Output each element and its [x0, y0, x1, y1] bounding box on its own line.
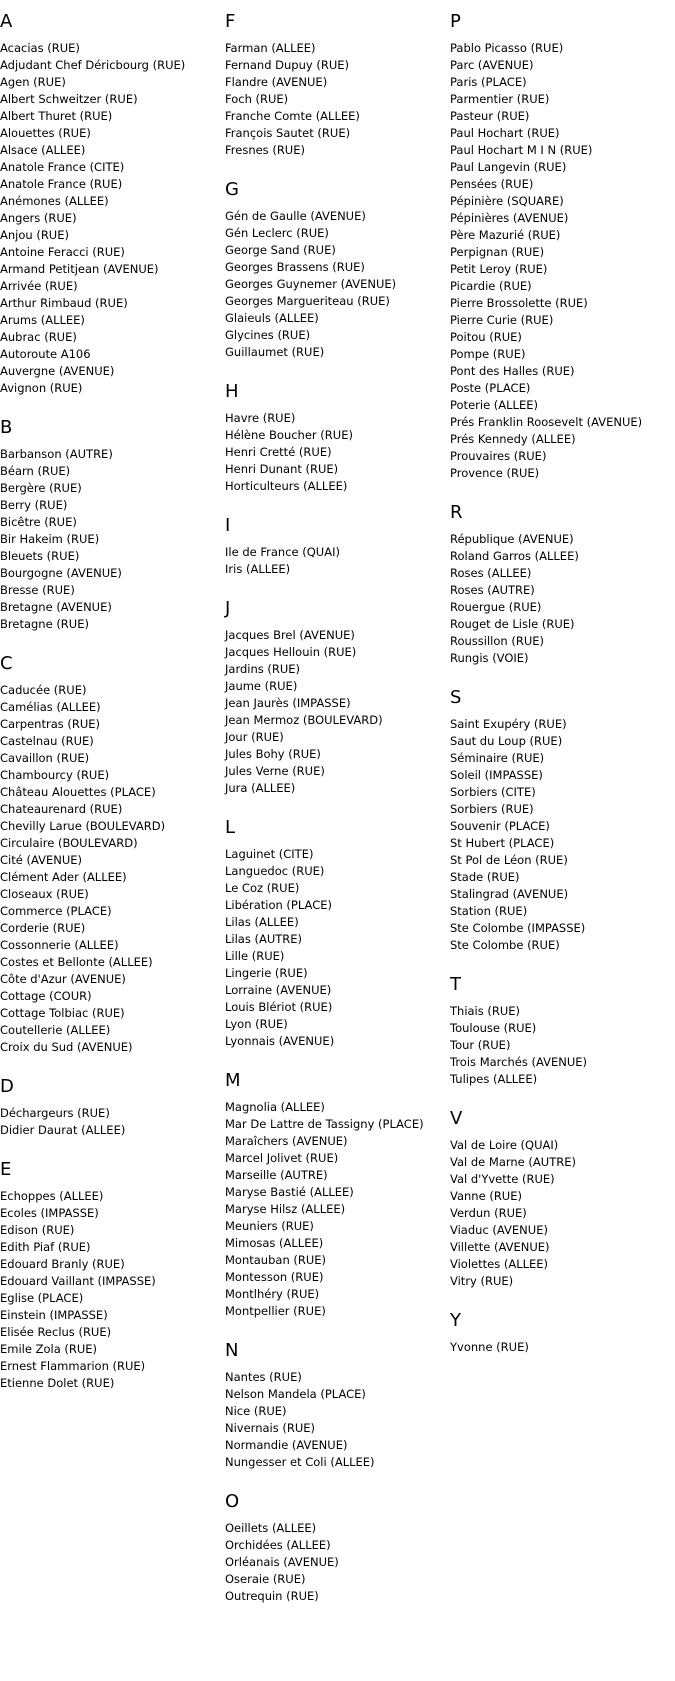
- street-list: [450, 1339, 642, 1356]
- street-item: Gén de Gaulle (AVENUE): [225, 209, 366, 223]
- street-item: St Pol de Léon (RUE): [450, 853, 568, 867]
- street-item: Henri Dunant (RUE): [225, 462, 339, 476]
- street-item: Outrequin (RUE): [225, 1589, 319, 1603]
- street-list: [0, 1105, 185, 1139]
- street-item: François Sautet (RUE): [225, 126, 351, 140]
- street-item: Clément Ader (ALLEE): [0, 870, 127, 884]
- street-item: Vitry (RUE): [450, 1274, 514, 1288]
- section-letter-heading: O: [225, 1491, 240, 1512]
- street-item: Croix du Sud (AVENUE): [0, 1040, 133, 1054]
- street-item: Toulouse (RUE): [450, 1021, 537, 1035]
- street-item: Lilas (ALLEE): [225, 915, 299, 929]
- street-item: Lille (RUE): [225, 949, 285, 963]
- street-item: Maryse Hilsz (ALLEE): [225, 1202, 346, 1216]
- street-item: Eglise (PLACE): [0, 1291, 84, 1305]
- street-item: Glycines (RUE): [225, 328, 311, 342]
- street-item: Perpignan (RUE): [450, 245, 545, 259]
- street-item: Chambourcy (RUE): [0, 768, 110, 782]
- street-item: Didier Daurat (ALLEE): [0, 1123, 126, 1137]
- street-item: Poterie (ALLEE): [450, 398, 538, 412]
- street-item: Corderie (RUE): [0, 921, 86, 935]
- street-list: [450, 40, 642, 482]
- street-item: Cottage Tolbiac (RUE): [0, 1006, 125, 1020]
- street-item: Georges Guynemer (AVENUE): [225, 277, 397, 291]
- street-item: Stade (RUE): [450, 870, 520, 884]
- street-item: Albert Thuret (RUE): [0, 109, 113, 123]
- street-item: Ernest Flammarion (RUE): [0, 1359, 146, 1373]
- street-item: St Hubert (PLACE): [450, 836, 555, 850]
- street-item: Jour (RUE): [225, 730, 284, 744]
- street-item: Jaume (RUE): [225, 679, 298, 693]
- street-item: Arthur Rimbaud (RUE): [0, 296, 128, 310]
- street-item: Hélène Boucher (RUE): [225, 428, 353, 442]
- street-list: [225, 1369, 424, 1471]
- street-item: Paul Hochart (RUE): [450, 126, 560, 140]
- street-item: Sorbiers (CITE): [450, 785, 536, 799]
- street-item: Caducée (RUE): [0, 683, 87, 697]
- letter-section: [0, 10, 185, 397]
- street-item: Pensées (RUE): [450, 177, 534, 191]
- street-item: Thiais (RUE): [450, 1004, 521, 1018]
- street-item: Château Alouettes (PLACE): [0, 785, 156, 799]
- street-item: Pablo Picasso (RUE): [450, 41, 564, 55]
- street-item: Paul Hochart M I N (RUE): [450, 143, 593, 157]
- street-item: Ste Colombe (RUE): [450, 938, 560, 952]
- street-item: Stalingrad (AVENUE): [450, 887, 569, 901]
- street-item: Montpellier (RUE): [225, 1304, 326, 1318]
- street-item: Jules Bohy (RUE): [225, 747, 321, 761]
- street-list: [450, 1137, 642, 1290]
- section-letter-heading: N: [225, 1340, 239, 1361]
- section-letter-heading: J: [225, 598, 231, 619]
- street-item: Normandie (AVENUE): [225, 1438, 348, 1452]
- street-item: Einstein (IMPASSE): [0, 1308, 108, 1322]
- street-item: Vanne (RUE): [450, 1189, 522, 1203]
- street-item: Orchidées (ALLEE): [225, 1538, 331, 1552]
- letter-section: [450, 1309, 642, 1356]
- street-item: Echoppes (ALLEE): [0, 1189, 104, 1203]
- street-item: Jules Verne (RUE): [225, 764, 325, 778]
- street-item: Languedoc (RUE): [225, 864, 325, 878]
- street-item: Farman (ALLEE): [225, 41, 316, 55]
- street-list: [450, 1003, 642, 1088]
- street-item: Lingerie (RUE): [225, 966, 308, 980]
- letter-section: [225, 380, 424, 495]
- street-list: [225, 846, 424, 1050]
- section-letter-heading: C: [0, 653, 13, 674]
- letter-section: [450, 501, 642, 667]
- street-item: Chevilly Larue (BOULEVARD): [0, 819, 166, 833]
- street-item: Lyon (RUE): [225, 1017, 288, 1031]
- street-item: Fernand Dupuy (RUE): [225, 58, 350, 72]
- street-item: Fresnes (RUE): [225, 143, 305, 157]
- street-item: Antoine Feracci (RUE): [0, 245, 125, 259]
- street-item: Castelnau (RUE): [0, 734, 94, 748]
- street-item: Rungis (VOIE): [450, 651, 529, 665]
- street-item: Pasteur (RUE): [450, 109, 530, 123]
- letter-section: [225, 1339, 424, 1471]
- street-item: Ile de France (QUAI): [225, 545, 340, 559]
- letter-section: [0, 652, 185, 1056]
- street-item: Laguinet (CITE): [225, 847, 314, 861]
- street-list: [225, 544, 424, 578]
- section-letter-heading: D: [0, 1076, 14, 1097]
- letter-section: [450, 10, 642, 482]
- street-item: Georges Brassens (RUE): [225, 260, 365, 274]
- street-item: Nivernais (RUE): [225, 1421, 316, 1435]
- street-item: Guillaumet (RUE): [225, 345, 325, 359]
- street-item: Jardins (RUE): [225, 662, 301, 676]
- street-item: Anjou (RUE): [0, 228, 69, 242]
- street-item: Pont des Halles (RUE): [450, 364, 575, 378]
- street-item: Auvergne (AVENUE): [0, 364, 115, 378]
- section-letter-heading: L: [225, 817, 236, 838]
- column-3: [450, 10, 642, 1375]
- street-item: Edith Piaf (RUE): [0, 1240, 91, 1254]
- street-item: Cottage (COUR): [0, 989, 92, 1003]
- section-letter-heading: Y: [450, 1310, 461, 1331]
- column-1: [0, 10, 185, 1411]
- street-item: Villette (AVENUE): [450, 1240, 550, 1254]
- street-item: Henri Cretté (RUE): [225, 445, 332, 459]
- street-item: Emile Zola (RUE): [0, 1342, 98, 1356]
- street-item: Béarn (RUE): [0, 464, 71, 478]
- street-item: George Sand (RUE): [225, 243, 336, 257]
- letter-section: [450, 973, 642, 1088]
- section-letter-heading: F: [225, 11, 236, 32]
- street-item: Bretagne (RUE): [0, 617, 89, 631]
- letter-section: [225, 514, 424, 578]
- street-item: Station (RUE): [450, 904, 528, 918]
- street-item: Bergère (RUE): [0, 481, 82, 495]
- street-item: Bleuets (RUE): [0, 549, 80, 563]
- street-item: Lilas (AUTRE): [225, 932, 303, 946]
- street-item: Marcel Jolivet (RUE): [225, 1151, 339, 1165]
- street-item: Berry (RUE): [0, 498, 68, 512]
- street-item: Souvenir (PLACE): [450, 819, 550, 833]
- street-item: Foch (RUE): [225, 92, 289, 106]
- street-item: Père Mazurié (RUE): [450, 228, 561, 242]
- street-item: Arums (ALLEE): [0, 313, 85, 327]
- street-item: Camélias (ALLEE): [0, 700, 101, 714]
- section-letter-heading: S: [450, 687, 462, 708]
- street-item: Magnolia (ALLEE): [225, 1100, 325, 1114]
- street-item: Barbanson (AUTRE): [0, 447, 113, 461]
- street-item: Poitou (RUE): [450, 330, 522, 344]
- street-item: Roussillon (RUE): [450, 634, 544, 648]
- street-item: Lorraine (AVENUE): [225, 983, 332, 997]
- street-item: Oeillets (ALLEE): [225, 1521, 317, 1535]
- street-item: Pompe (RUE): [450, 347, 526, 361]
- street-item: Bretagne (AVENUE): [0, 600, 112, 614]
- street-item: Anatole France (RUE): [0, 177, 123, 191]
- street-item: Etienne Dolet (RUE): [0, 1376, 115, 1390]
- letter-section: [225, 816, 424, 1050]
- street-item: Violettes (ALLEE): [450, 1257, 549, 1271]
- section-letter-heading: H: [225, 381, 239, 402]
- street-item: Edison (RUE): [0, 1223, 75, 1237]
- street-item: Coutellerie (ALLEE): [0, 1023, 111, 1037]
- street-item: Déchargeurs (RUE): [0, 1106, 110, 1120]
- street-item: Iris (ALLEE): [225, 562, 291, 576]
- letter-section: [0, 1075, 185, 1139]
- street-item: Nelson Mandela (PLACE): [225, 1387, 366, 1401]
- street-item: Saint Exupéry (RUE): [450, 717, 567, 731]
- street-item: Prés Kennedy (ALLEE): [450, 432, 576, 446]
- letter-section: [225, 10, 424, 159]
- street-item: Anémones (ALLEE): [0, 194, 109, 208]
- street-item: Prés Franklin Roosevelt (AVENUE): [450, 415, 643, 429]
- street-item: Commerce (PLACE): [0, 904, 112, 918]
- street-item: Meuniers (RUE): [225, 1219, 314, 1233]
- street-item: Pierre Brossolette (RUE): [450, 296, 588, 310]
- section-letter-heading: A: [0, 11, 13, 32]
- street-item: Séminaire (RUE): [450, 751, 545, 765]
- street-item: Closeaux (RUE): [0, 887, 89, 901]
- street-item: Provence (RUE): [450, 466, 540, 480]
- street-item: Nantes (RUE): [225, 1370, 302, 1384]
- section-letter-heading: P: [450, 11, 461, 32]
- street-item: Tulipes (ALLEE): [450, 1072, 538, 1086]
- street-item: Montauban (RUE): [225, 1253, 327, 1267]
- street-item: Le Coz (RUE): [225, 881, 300, 895]
- street-list: [225, 1520, 424, 1605]
- street-item: Val d'Yvette (RUE): [450, 1172, 555, 1186]
- street-item: Angers (RUE): [0, 211, 77, 225]
- street-list: [0, 682, 185, 1056]
- street-item: Gén Leclerc (RUE): [225, 226, 329, 240]
- street-item: Roses (ALLEE): [450, 566, 532, 580]
- street-item: Flandre (AVENUE): [225, 75, 328, 89]
- street-item: Mimosas (ALLEE): [225, 1236, 324, 1250]
- section-letter-heading: R: [450, 502, 463, 523]
- street-item: Maryse Bastié (ALLEE): [225, 1185, 354, 1199]
- street-item: Cavaillon (RUE): [0, 751, 90, 765]
- street-item: Pépinière (SQUARE): [450, 194, 564, 208]
- street-item: Avignon (RUE): [0, 381, 83, 395]
- street-list: [450, 531, 642, 667]
- street-item: Horticulteurs (ALLEE): [225, 479, 348, 493]
- street-item: Nice (RUE): [225, 1404, 287, 1418]
- street-item: Bir Hakeim (RUE): [0, 532, 100, 546]
- street-item: Cité (AVENUE): [0, 853, 82, 867]
- letter-section: [225, 178, 424, 361]
- street-item: Paris (PLACE): [450, 75, 527, 89]
- street-item: Alouettes (RUE): [0, 126, 91, 140]
- street-item: République (AVENUE): [450, 532, 574, 546]
- street-item: Verdun (RUE): [450, 1206, 527, 1220]
- street-item: Costes et Bellonte (ALLEE): [0, 955, 153, 969]
- street-item: Arrivée (RUE): [0, 279, 78, 293]
- street-item: Val de Loire (QUAI): [450, 1138, 559, 1152]
- street-item: Georges Margueriteau (RUE): [225, 294, 390, 308]
- street-list: [0, 446, 185, 633]
- street-item: Jacques Hellouin (RUE): [225, 645, 357, 659]
- street-item: Louis Blériot (RUE): [225, 1000, 333, 1014]
- street-list: [0, 1188, 185, 1392]
- street-item: Yvonne (RUE): [450, 1340, 529, 1354]
- street-item: Picardie (RUE): [450, 279, 532, 293]
- street-item: Maraîchers (AVENUE): [225, 1134, 348, 1148]
- street-item: Franche Comte (ALLEE): [225, 109, 360, 123]
- street-item: Poste (PLACE): [450, 381, 531, 395]
- street-list: [225, 40, 424, 159]
- street-item: Acacias (RUE): [0, 41, 80, 55]
- street-list: [225, 208, 424, 361]
- letter-section: [225, 597, 424, 797]
- street-list: [225, 410, 424, 495]
- section-letter-heading: E: [0, 1159, 12, 1180]
- street-item: Edouard Vaillant (IMPASSE): [0, 1274, 156, 1288]
- street-item: Saut du Loup (RUE): [450, 734, 563, 748]
- street-item: Armand Petitjean (AVENUE): [0, 262, 159, 276]
- street-item: Adjudant Chef Déricbourg (RUE): [0, 58, 186, 72]
- street-item: Glaieuls (ALLEE): [225, 311, 319, 325]
- street-item: Parc (AVENUE): [450, 58, 534, 72]
- section-letter-heading: B: [0, 417, 13, 438]
- street-item: Bresse (RUE): [0, 583, 75, 597]
- street-item: Anatole France (CITE): [0, 160, 125, 174]
- street-item: Agen (RUE): [0, 75, 66, 89]
- street-item: Roses (AUTRE): [450, 583, 535, 597]
- street-item: Albert Schweitzer (RUE): [0, 92, 138, 106]
- street-item: Soleil (IMPASSE): [450, 768, 543, 782]
- street-item: Orléanais (AVENUE): [225, 1555, 339, 1569]
- street-item: Val de Marne (AUTRE): [450, 1155, 576, 1169]
- letter-section: [0, 416, 185, 633]
- street-item: Roland Garros (ALLEE): [450, 549, 579, 563]
- street-item: Lyonnais (AVENUE): [225, 1034, 335, 1048]
- street-item: Tour (RUE): [450, 1038, 511, 1052]
- street-item: Aubrac (RUE): [0, 330, 77, 344]
- street-item: Alsace (ALLEE): [0, 143, 86, 157]
- street-item: Bourgogne (AVENUE): [0, 566, 122, 580]
- section-letter-heading: M: [225, 1070, 241, 1091]
- letter-section: [450, 686, 642, 954]
- street-list: [450, 716, 642, 954]
- street-item: Petit Leroy (RUE): [450, 262, 548, 276]
- street-item: Pépinières (AVENUE): [450, 211, 569, 225]
- section-letter-heading: V: [450, 1108, 463, 1129]
- street-item: Rouget de Lisle (RUE): [450, 617, 575, 631]
- street-item: Jean Mermoz (BOULEVARD): [225, 713, 383, 727]
- street-item: Montlhéry (RUE): [225, 1287, 320, 1301]
- street-list: [0, 40, 185, 397]
- street-item: Viaduc (AVENUE): [450, 1223, 548, 1237]
- section-letter-heading: T: [450, 974, 461, 995]
- street-item: Parmentier (RUE): [450, 92, 550, 106]
- street-item: Sorbiers (RUE): [450, 802, 534, 816]
- letter-section: [225, 1490, 424, 1605]
- street-item: Bicêtre (RUE): [0, 515, 77, 529]
- street-item: Oseraie (RUE): [225, 1572, 306, 1586]
- street-item: Chateaurenard (RUE): [0, 802, 123, 816]
- street-item: Rouergue (RUE): [450, 600, 542, 614]
- street-item: Mar De Lattre de Tassigny (PLACE): [225, 1117, 424, 1131]
- street-list: [225, 627, 424, 797]
- section-letter-heading: G: [225, 179, 239, 200]
- column-2: [225, 10, 424, 1624]
- street-item: Jean Jaurès (IMPASSE): [225, 696, 351, 710]
- street-item: Edouard Branly (RUE): [0, 1257, 125, 1271]
- street-item: Pierre Curie (RUE): [450, 313, 554, 327]
- street-item: Carpentras (RUE): [0, 717, 101, 731]
- letter-section: [225, 1069, 424, 1320]
- street-item: Montesson (RUE): [225, 1270, 324, 1284]
- street-item: Ste Colombe (IMPASSE): [450, 921, 586, 935]
- street-item: Circulaire (BOULEVARD): [0, 836, 138, 850]
- street-item: Jacques Brel (AVENUE): [225, 628, 355, 642]
- street-item: Libération (PLACE): [225, 898, 332, 912]
- letter-section: [0, 1158, 185, 1392]
- street-item: Paul Langevin (RUE): [450, 160, 567, 174]
- street-item: Cossonnerie (ALLEE): [0, 938, 119, 952]
- street-item: Autoroute A106: [0, 347, 91, 361]
- street-item: Elisée Reclus (RUE): [0, 1325, 112, 1339]
- street-list: [225, 1099, 424, 1320]
- street-item: Prouvaires (RUE): [450, 449, 547, 463]
- street-item: Marseille (AUTRE): [225, 1168, 328, 1182]
- section-letter-heading: I: [225, 515, 231, 536]
- street-item: Havre (RUE): [225, 411, 296, 425]
- street-item: Côte d'Azur (AVENUE): [0, 972, 126, 986]
- street-item: Nungesser et Coli (ALLEE): [225, 1455, 375, 1469]
- letter-section: [450, 1107, 642, 1290]
- street-item: Trois Marchés (AVENUE): [450, 1055, 587, 1069]
- street-item: Ecoles (IMPASSE): [0, 1206, 99, 1220]
- street-item: Jura (ALLEE): [225, 781, 296, 795]
